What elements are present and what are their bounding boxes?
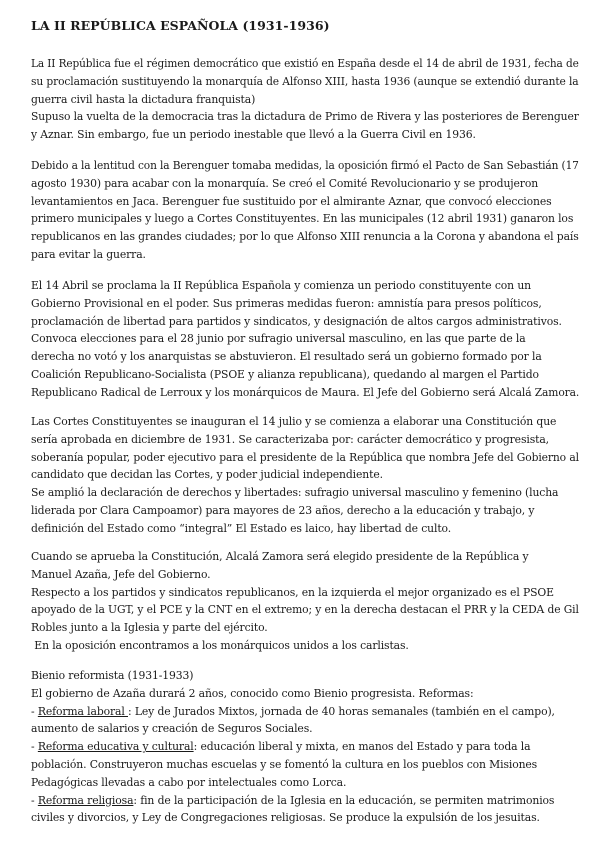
text-line: sería aprobada en diciembre de 1931. Se caracterizaba por: carácter democrático y progresista,: [31, 432, 549, 446]
text-line: candidato que decidan las Cortes, y poder judicial independiente.: [31, 468, 383, 482]
text-line: Gobierno Provisional en el poder. Sus primeras medidas fueron: amnistía para presos políticos,: [31, 296, 542, 310]
bullet-dash: -: [31, 740, 38, 754]
text-line: levantamientos en Jaca. Berenguer fue sustituido por el almirante Aznar, que convocó elecciones: [31, 194, 552, 208]
text-line: La II República fue el régimen democrático que existió en España desde el 14 de abril de 1931, fecha de: [31, 57, 579, 70]
reform-item-religiosa: [31, 792, 579, 810]
text-line: Cuando se aprueba la Constitución, Alcalá Zamora será elegido presidente de la República y: [31, 550, 529, 563]
bullet-dash: -: [31, 793, 38, 807]
text-line: En la oposición encontramos a los monárquicos unidos a los carlistas.: [31, 638, 409, 652]
text-line: republicanos en las grandes ciudades; por lo que Alfonso XIII renuncia a la Corona y abandona el país: [31, 230, 579, 244]
paragraph-constitucion: [31, 413, 579, 538]
reform-item-laboral: [31, 703, 579, 721]
reform-text: : educación liberal y mixta, en manos del Estado y para toda la: [193, 740, 531, 754]
text-line: El gobierno de Azaña durará 2 años, conocido como Bienio progresista. Reformas:: [31, 686, 474, 700]
text-line: liderada por Clara Campoamor) para mayores de 23 años, derecho a la educación y trabajo, y: [31, 503, 535, 517]
bullet-dash: -: [31, 704, 38, 718]
text-line: El 14 Abril se proclama la II República Española y comienza un periodo constituyente con un: [31, 279, 531, 292]
text-line: primero municipales y luego a Cortes Constituyentes. En las municipales (12 abril 1931) ganaron los: [31, 212, 574, 226]
text-line: Se amplió la declaración de derechos y libertades: sufragio universal masculino y femenino (lucha: [31, 486, 559, 500]
text-line: su proclamación sustituyendo la monarquía de Alfonso XIII, hasta 1936 (aunque se extendió durante la: [31, 74, 579, 88]
text-line: Coalición Republicano-Socialista (PSOE y alianza republicana), quedando al margen el Partido: [31, 367, 539, 381]
reform-text: : Ley de Jurados Mixtos, jornada de 40 horas semanales (también en el campo),: [128, 704, 555, 718]
text-line: agosto 1930) para acabar con la monarquía. Se creó el Comité Revolucionario y se produjeron: [31, 176, 539, 190]
text-line: derecha no votó y los anarquistas se abstuvieron. El resultado será un gobierno formado por la: [31, 350, 542, 364]
text-line: Pedagógicas llevadas a cabo por intelectuales como Lorca.: [31, 775, 347, 789]
reform-item-educativa: [31, 738, 579, 756]
text-line: Manuel Azaña, Jefe del Gobierno.: [31, 567, 211, 581]
text-line: definición del Estado como “integral” El Estado es laico, hay libertad de culto.: [31, 521, 452, 535]
reform-text: : fin de la participación de la Iglesia en la educación, se permiten matrimonios: [133, 793, 555, 807]
text-line: aumento de salarios y creación de Seguros Sociales.: [31, 722, 313, 736]
reform-label: Reforma educativa y cultural: [37, 740, 194, 754]
page-title: LA II REPÚBLICA ESPAÑOLA (1931-1936): [31, 18, 330, 33]
text-line: Supuso la vuelta de la democracia tras la dictadura de Primo de Rivera y las posteriores de Berenguer: [31, 110, 579, 124]
section-bienio-reformista: [31, 667, 579, 827]
text-line: guerra civil hasta la dictadura franquista): [31, 92, 256, 106]
text-line: Republicano Radical de Lerroux y los monárquicos de Maura. El Jefe del Gobierno será Alcalá Zamora.: [31, 385, 580, 399]
text-line: Robles junto a la Iglesia y parte del ejército.: [31, 621, 268, 635]
paragraph-gobierno-provisional: [31, 277, 579, 402]
section-heading: Bienio reformista (1931-1933): [31, 669, 194, 682]
text-line: Respecto a los partidos y sindicatos republicanos, en la izquierda el mejor organizado es el PSOE: [31, 585, 554, 599]
paragraph-partidos: [31, 548, 579, 655]
reform-label: Reforma laboral: [37, 704, 128, 718]
text-line: población. Construyeron muchas escuelas y se fomentó la cultura en los pueblos con Misiones: [31, 757, 538, 771]
text-line: Debido a la lentitud con la Berenguer tomaba medidas, la oposición firmó el Pacto de San Sebastián (17: [31, 159, 579, 172]
text-line: Las Cortes Constituyentes se inauguran el 14 julio y se comienza a elaborar una Constitución que: [31, 415, 557, 428]
paragraph-intro: [31, 55, 579, 144]
reform-label: Reforma religiosa: [37, 793, 134, 807]
text-line: soberanía popular, poder ejecutivo para el presidente de la República que nombra Jefe del Gobierno al: [31, 450, 579, 464]
text-line: para evitar la guerra.: [31, 247, 146, 261]
text-line: apoyado de la UGT, y el PCE y la CNT en el extremo; y en la derecha destacan el PRR y la CEDA de Gil: [31, 603, 579, 617]
text-line: y Aznar. Sin embargo, fue un periodo inestable que llevó a la Guerra Civil en 1936.: [31, 128, 476, 142]
text-line: proclamación de libertad para partidos y sindicatos, y designación de altos cargos administrativos.: [31, 314, 562, 328]
paragraph-pacto-san-sebastian: [31, 157, 579, 264]
text-line: Convoca elecciones para el 28 junio por sufragio universal masculino, en las que parte de la: [31, 332, 526, 346]
text-line: civiles y divorcios, y Ley de Congregaciones religiosas. Se produce la expulsión de los jesuitas.: [31, 811, 540, 825]
